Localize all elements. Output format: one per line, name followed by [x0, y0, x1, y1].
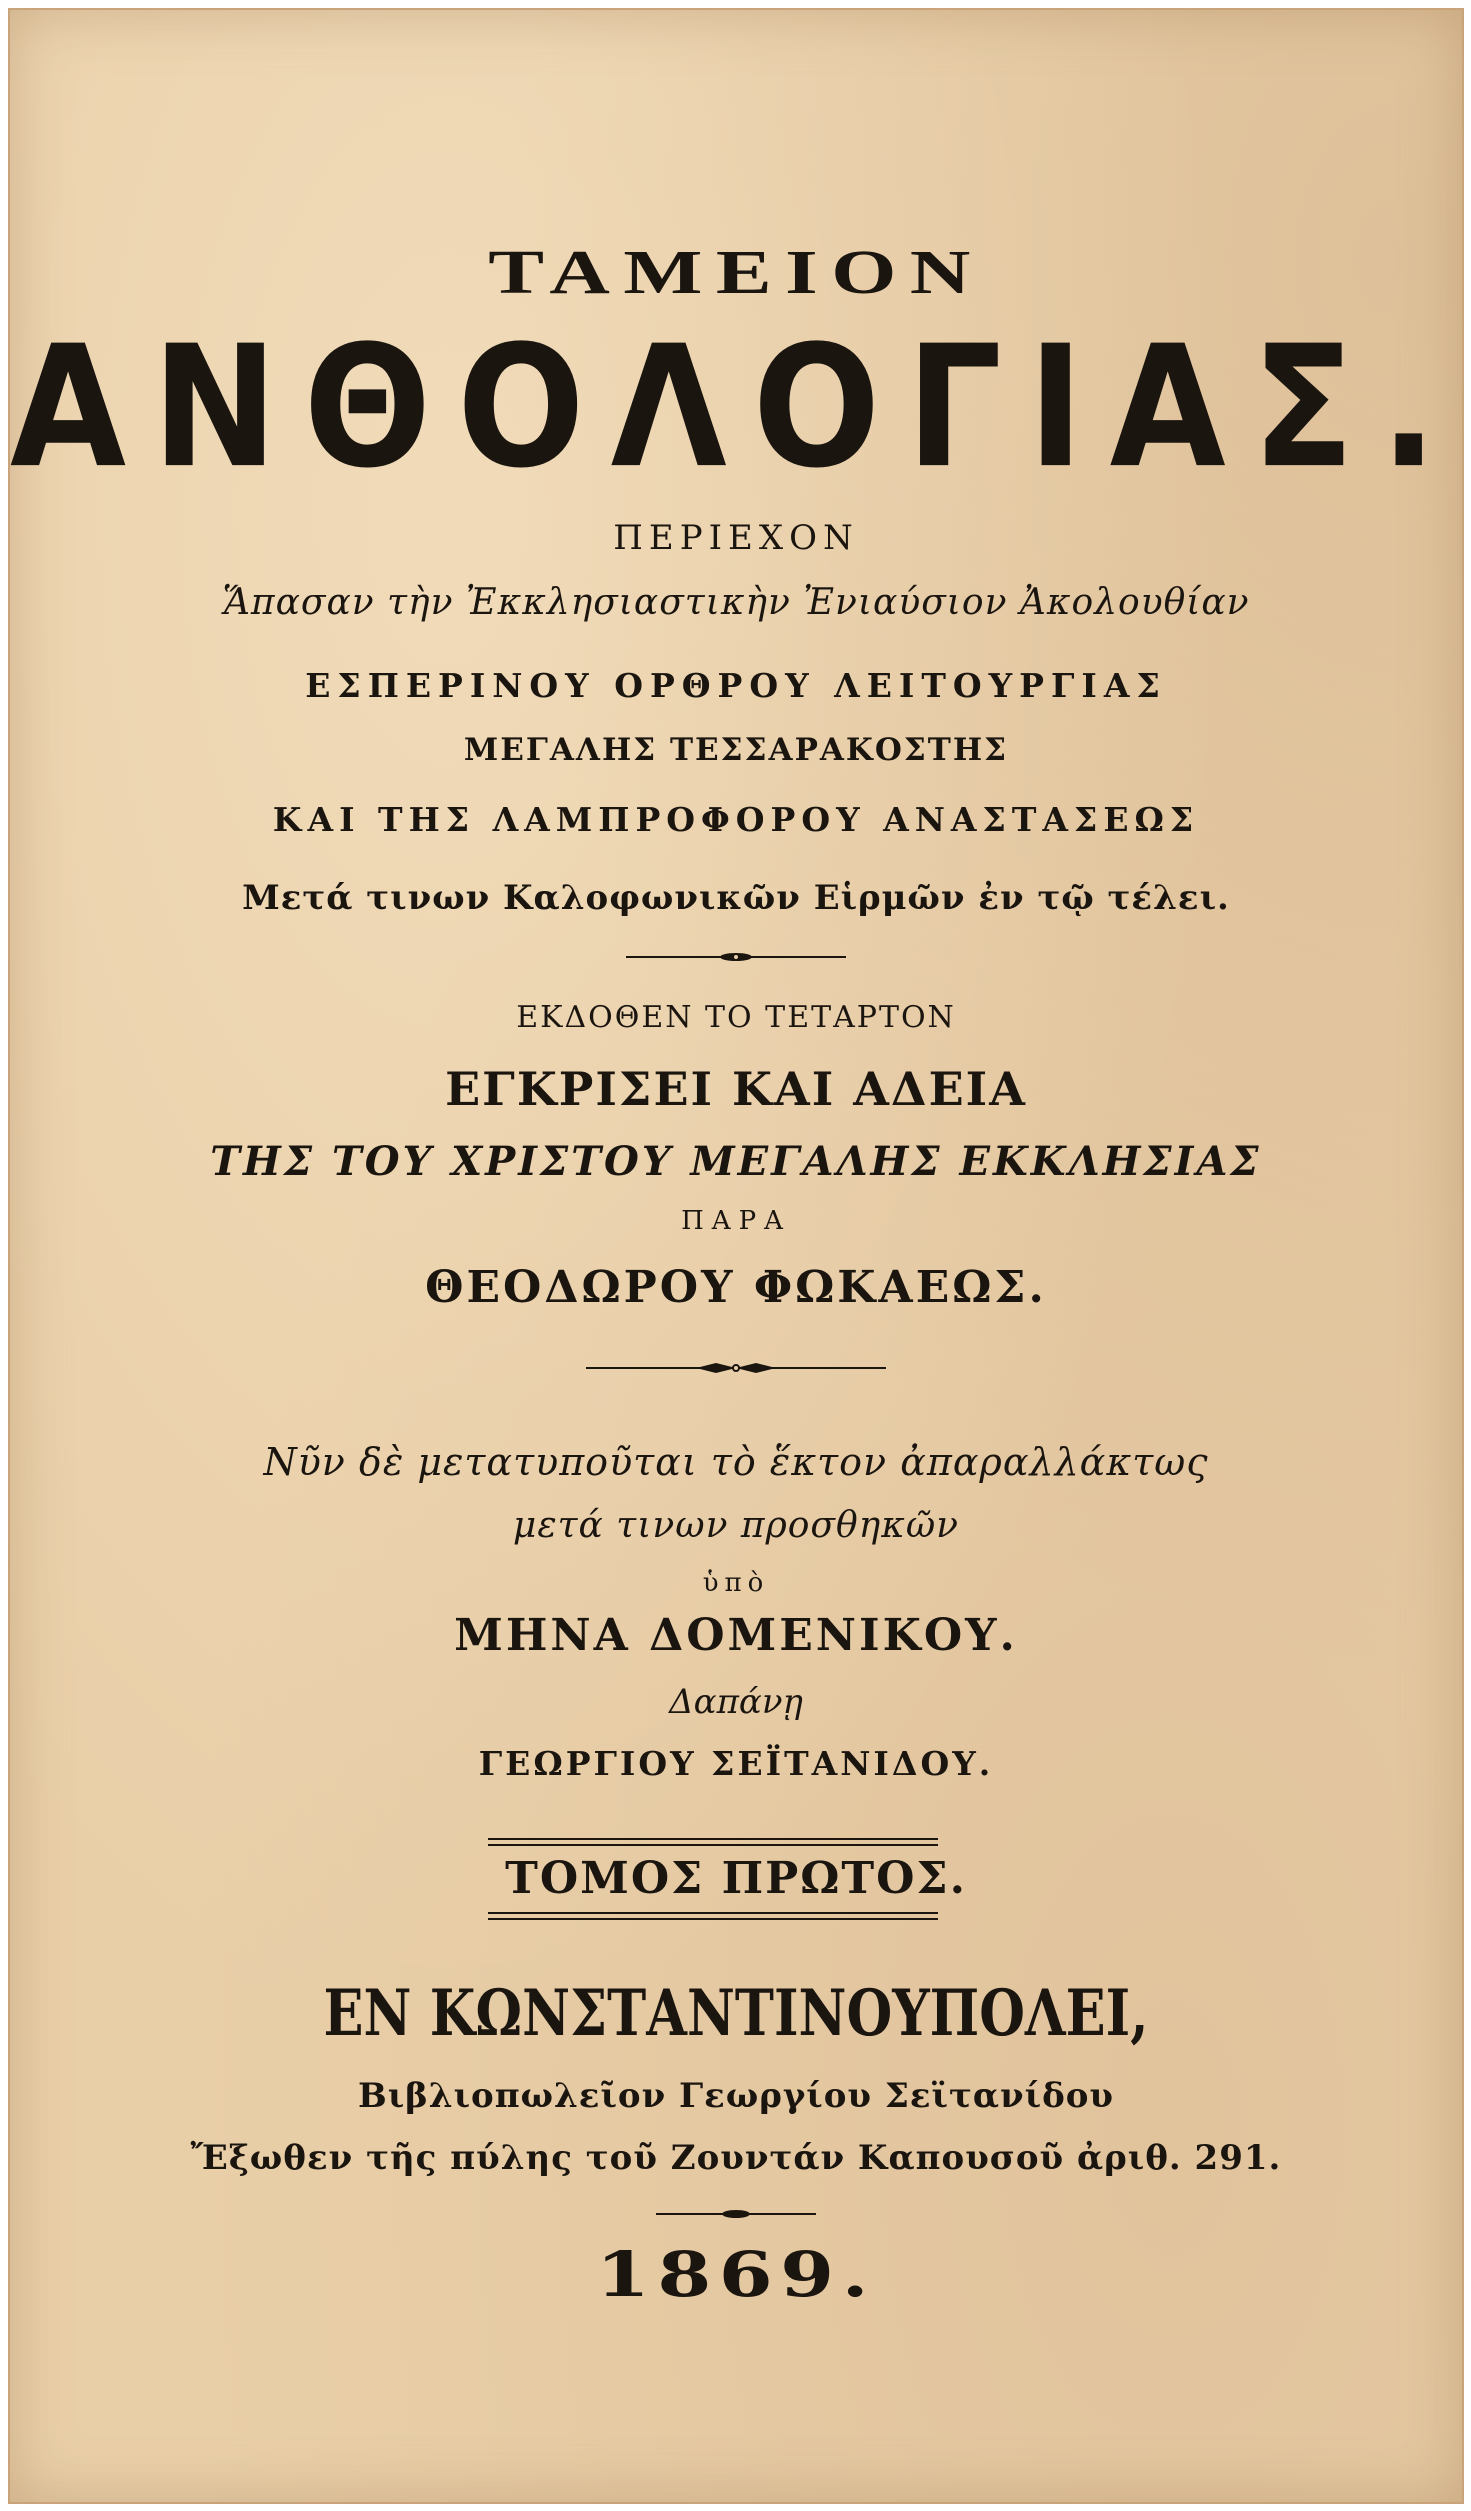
contents-line-4: ΚΑΙ ΤΗΣ ΛΑΜΠΡΟΦΟΡΟΥ ΑΝΑΣΤΑΣΕΩΣ	[272, 800, 1200, 839]
volume-rule-bottom-1	[488, 1912, 938, 1914]
publisher-name: ΓΕΩΡΓΙΟΥ ΣΕΪΤΑΝΙΔΟΥ.	[478, 1744, 994, 1783]
contents-line-2: ΕΣΠΕΡΙΝΟΥ ΟΡΘΡΟΥ ΛΕΙΤΟΥΡΓΙΑΣ	[305, 666, 1167, 705]
ornament-divider-3	[10, 2208, 1462, 2220]
editor-name: ΘΕΟΔΩΡΟΥ ΦΩΚΑΕΩΣ.	[425, 1262, 1047, 1313]
contents-line-1: Ἅπασαν τὴν Ἐκκλησιαστικὴν Ἐνιαύσιον Ἀκολουθίαν	[222, 582, 1250, 623]
ornament-divider-1	[10, 950, 1462, 964]
volume-rule-top-1	[488, 1838, 938, 1840]
header-large-title: ΑΝΘΟΛΟΓΙΑΣ.	[10, 310, 1464, 506]
church-line: ΤΗΣ ΤΟΥ ΧΡΙΣΤΟΥ ΜΕΓΑΛΗΣ ΕΚΚΛΗΣΙΑΣ	[210, 1138, 1262, 1185]
contents-line-5: Μετά τινων Καλοφωνικῶν Εἱρμῶν ἐν τῷ τέλει.	[242, 878, 1230, 918]
by-line: ΠΑΡΑ	[681, 1206, 791, 1236]
publication-year: 1869.	[595, 2238, 877, 2311]
contents-intro: ΠΕΡΙΕΧΟΝ	[613, 518, 859, 558]
city-line: ΕΝ ΚΩΝΣΤΑΝΤΙΝΟΥΠΟΛΕΙ,	[323, 1976, 1149, 2051]
bookshop-line: Βιβλιοπωλεῖον Γεωργίου Σεϊτανίδου	[357, 2076, 1115, 2116]
reprint-editor: ΜΗΝΑ ΔΟΜΕΝΙΚΟΥ.	[454, 1610, 1018, 1661]
expense-line: Δαπάνῃ	[669, 1682, 803, 1722]
reprint-by: ὑπὸ	[702, 1568, 770, 1598]
approval-line: ΕΓΚΡΙΣΕΙ ΚΑΙ ΑΔΕΙΑ	[445, 1062, 1027, 1116]
ornament-divider-2	[10, 1360, 1462, 1376]
header-small-title: ΤΑΜΕΙΟΝ	[488, 239, 984, 307]
volume-rule-bottom-2	[488, 1918, 938, 1920]
reprint-line-1: Νῦν δὲ μετατυποῦται τὸ ἕκτον ἀπαραλλάκτως	[263, 1440, 1209, 1484]
edition-line: ΕΚΔΟΘΕΝ ΤΟ ΤΕΤΑΡΤΟΝ	[516, 1000, 956, 1035]
volume-title: ΤΟΜΟΣ ΠΡΩΤΟΣ.	[505, 1853, 967, 1904]
reprint-line-2: μετά τινων προσθηκῶν	[512, 1505, 960, 1546]
address-line: Ἔξωθεν τῆς πύλης τοῦ Ζουντάν Καπουσοῦ ἀριθ. 291.	[190, 2138, 1282, 2178]
contents-line-3: ΜΕΓΑΛΗΣ ΤΕΣΣΑΡΑΚΟΣΤΗΣ	[463, 732, 1009, 768]
volume-rule-top-2	[488, 1844, 938, 1846]
title-page	[8, 8, 1464, 2504]
